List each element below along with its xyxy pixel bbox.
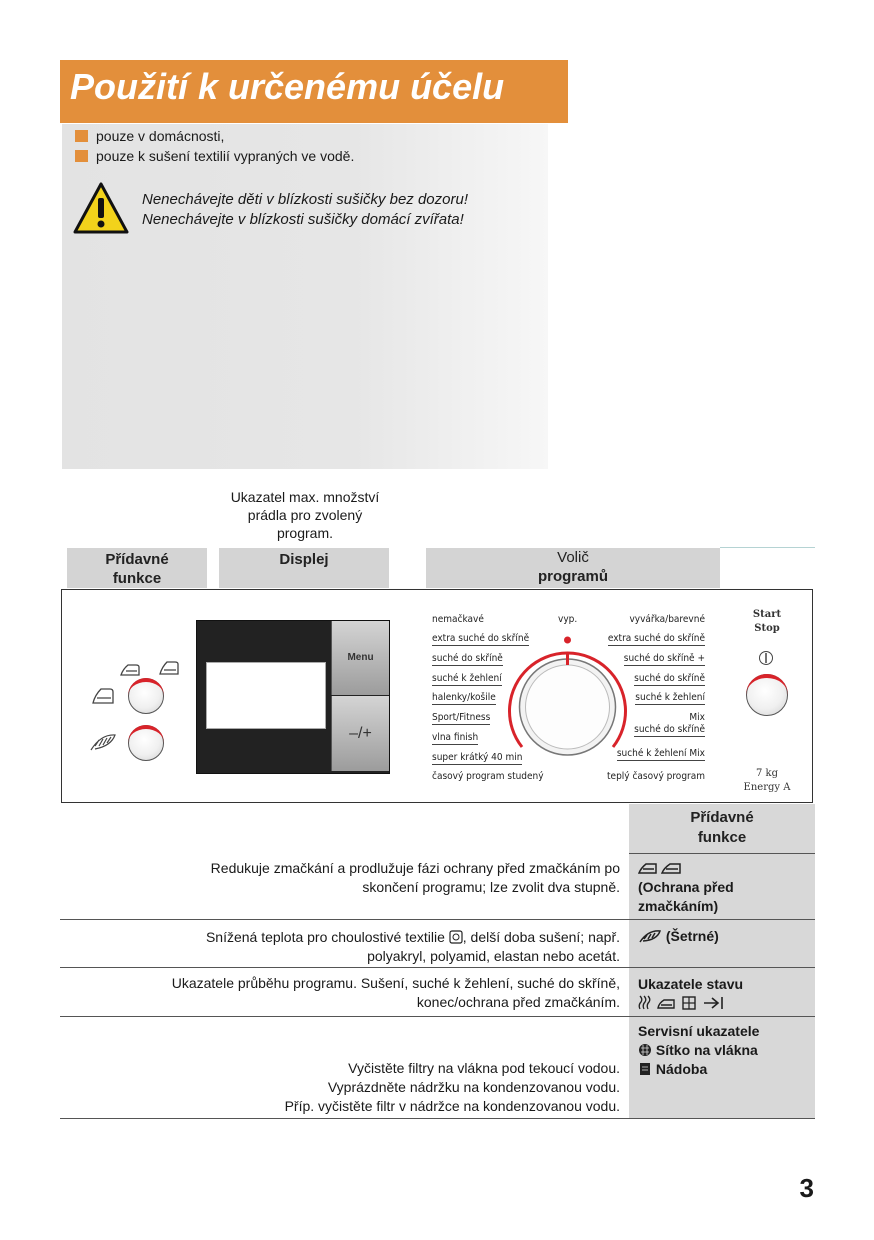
iron-low-icon xyxy=(119,663,141,677)
program-label: Mix xyxy=(689,712,705,723)
program-label: halenky/košile xyxy=(432,692,496,703)
plus-minus-button[interactable]: –/+ xyxy=(331,696,389,771)
capacity-label: 7 kg Energy A xyxy=(743,768,791,793)
bullet-item: pouze v domácnosti, xyxy=(75,128,224,144)
program-label: suché k žehlení xyxy=(432,673,502,684)
divider xyxy=(629,853,815,854)
program-label: super krátký 40 min xyxy=(432,752,523,763)
iron-high-icon xyxy=(158,660,180,676)
menu-button[interactable]: Menu xyxy=(331,621,389,695)
start-stop-indicator xyxy=(746,674,788,716)
gentle-indicator xyxy=(128,725,164,761)
program-label: časový program studený xyxy=(432,771,544,782)
crease-guard-indicator xyxy=(128,678,164,714)
divider xyxy=(60,1016,815,1017)
divider xyxy=(60,967,815,968)
divider xyxy=(60,1118,815,1119)
warning-line: Nenechávejte v blízkosti sušičky domácí zvířata! xyxy=(142,211,464,228)
title-bar xyxy=(60,60,568,123)
gentle-icon xyxy=(638,929,662,943)
status-icons xyxy=(638,995,728,1011)
warning-icon xyxy=(73,181,129,235)
crease-guard-icon xyxy=(638,861,682,875)
program-label: suché do skříně xyxy=(432,653,503,664)
program-label: suché do skříně xyxy=(634,673,705,684)
table-row-function: Ukazatele stavu xyxy=(638,976,744,992)
delicate-symbol-icon xyxy=(449,930,463,944)
program-label: extra suché do skříně xyxy=(432,633,530,644)
program-label: teplý časový program xyxy=(607,771,705,782)
program-label: extra suché do skříně xyxy=(607,633,705,644)
table-row-text: Redukuje zmačkání a prodlužuje fázi ochrany před zmačkáním po skončení programu; lze zvolit dva stupně. xyxy=(210,860,620,895)
bullet-item: pouze k sušení textilií vypraných ve vodě. xyxy=(75,148,354,164)
program-label: suché k žehlení xyxy=(635,692,705,703)
program-label: suché do skříně xyxy=(634,724,705,735)
display-caption: Ukazatel max. množství prádla pro zvolený program. xyxy=(230,489,380,541)
program-label: nemačkavé xyxy=(432,614,484,625)
header-program-selector: Volič programů xyxy=(426,548,720,588)
header-line xyxy=(720,547,815,548)
table-row-text: Ukazatele průběhu programu. Sušení, suché k žehlení, suché do skříně, konec/ochrana před zmačkáním. xyxy=(171,975,620,1010)
program-label: suché do skříně + xyxy=(623,653,705,664)
warning-line: Nenechávejte děti v blízkosti sušičky bez dozoru! xyxy=(142,191,468,208)
table-header: Přídavné funkce xyxy=(690,809,754,846)
iron-crease-guard-icon xyxy=(91,687,115,705)
page-number: 3 xyxy=(799,1173,814,1203)
off-label: vyp. xyxy=(558,614,578,625)
start-stop-label: Start Stop xyxy=(752,609,782,634)
header-extra-functions: Přídavné funkce xyxy=(67,548,207,588)
water-container-icon xyxy=(638,1062,652,1076)
gray-panel xyxy=(62,124,548,469)
lint-filter-icon xyxy=(638,1043,652,1057)
program-selector-dial[interactable] xyxy=(500,635,635,770)
table-row-text: Vyčistěte filtry na vlákna pod tekoucí vodou. Vyprázdněte nádržku na kondenzovanou vodu. Příp. vyčistěte filtr v nádržce na kondenzovanou vodu. xyxy=(284,1060,620,1114)
header-display: Displej xyxy=(219,548,389,588)
table-row-function: Servisní ukazatele Sítko na vlákna Nádoba xyxy=(638,1023,760,1077)
gentle-feather-icon xyxy=(89,732,117,752)
program-label: Sport/Fitness xyxy=(432,712,491,723)
table-row-text: Snížená teplota pro choulostivé textilie , delší doba sušení; např. polyakryl, polyamid, elastan nebo acetát. xyxy=(205,929,620,964)
display-screen xyxy=(206,662,326,729)
program-label: vlna finish xyxy=(432,732,479,743)
table-row-function: (Ochrana před zmačkáním) xyxy=(638,879,734,914)
table-row-function: (Šetrné) xyxy=(638,927,719,946)
power-icon xyxy=(758,650,774,666)
program-label: suché k žehlení Mix xyxy=(616,748,705,759)
program-label: vyvářka/barevné xyxy=(629,614,705,625)
bullet-square-icon xyxy=(75,150,88,162)
page-title: Použití k určenému účelu xyxy=(70,66,505,107)
bullet-square-icon xyxy=(75,130,88,142)
divider xyxy=(60,919,815,920)
